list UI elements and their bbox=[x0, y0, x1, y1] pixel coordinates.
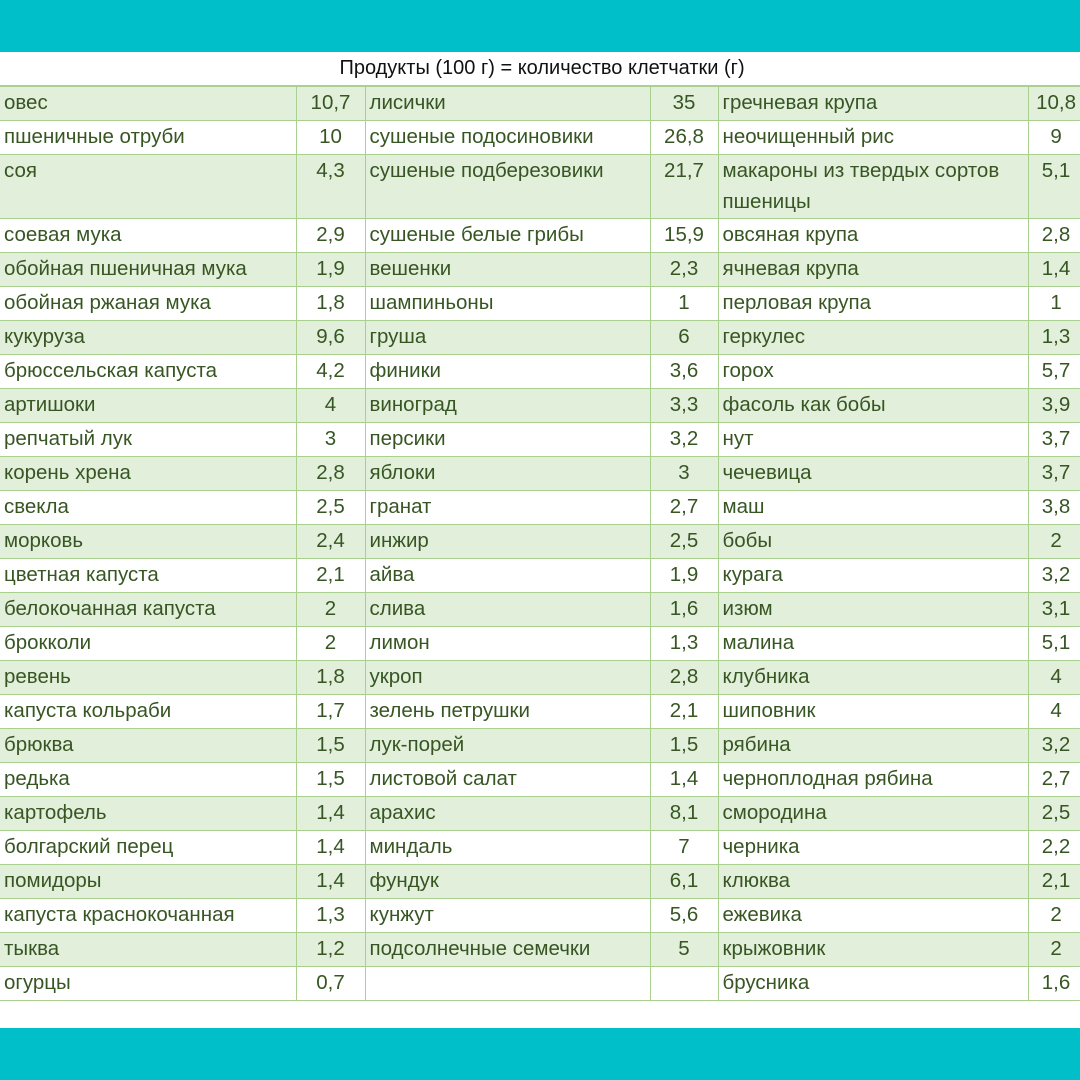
fiber-value-cell: 9 bbox=[1028, 121, 1080, 155]
table-row bbox=[0, 121, 1080, 155]
fiber-value-cell: 2,8 bbox=[1028, 219, 1080, 253]
product-name-cell: картофель bbox=[0, 797, 296, 831]
fiber-value-cell: 2,7 bbox=[1028, 763, 1080, 797]
fiber-value-cell: 1,4 bbox=[296, 831, 365, 865]
table-row bbox=[0, 423, 1080, 457]
product-name-cell: брюссельская капуста bbox=[0, 355, 296, 389]
table-row bbox=[0, 593, 1080, 627]
product-name-cell: горох bbox=[718, 355, 1028, 389]
fiber-value-cell: 3 bbox=[650, 457, 718, 491]
product-name-cell: финики bbox=[365, 355, 650, 389]
fiber-value-cell: 3,2 bbox=[650, 423, 718, 457]
product-name-cell: клюква bbox=[718, 865, 1028, 899]
fiber-value-cell: 1,7 bbox=[296, 695, 365, 729]
product-name-cell: лисички bbox=[365, 86, 650, 121]
fiber-value-cell: 1,8 bbox=[296, 287, 365, 321]
fiber-value-cell: 3,6 bbox=[650, 355, 718, 389]
table-row bbox=[0, 321, 1080, 355]
product-name-cell: макароны из твердых сортов пшеницы bbox=[718, 155, 1028, 219]
product-name-cell: перловая крупа bbox=[718, 287, 1028, 321]
fiber-value-cell: 0,7 bbox=[296, 967, 365, 1001]
fiber-value-cell: 2 bbox=[296, 627, 365, 661]
product-name-cell: репчатый лук bbox=[0, 423, 296, 457]
product-name-cell: укроп bbox=[365, 661, 650, 695]
table-row bbox=[0, 219, 1080, 253]
product-name-cell: курага bbox=[718, 559, 1028, 593]
fiber-value-cell bbox=[650, 967, 718, 1001]
fiber-table bbox=[0, 52, 1080, 1001]
product-name-cell: овсяная крупа bbox=[718, 219, 1028, 253]
product-name-cell: свекла bbox=[0, 491, 296, 525]
table-title: Продукты (100 г) = количество клетчатки (г) bbox=[0, 52, 1080, 86]
product-name-cell: вешенки bbox=[365, 253, 650, 287]
product-name-cell: листовой салат bbox=[365, 763, 650, 797]
table-row bbox=[0, 253, 1080, 287]
fiber-value-cell: 10 bbox=[296, 121, 365, 155]
product-name-cell: брокколи bbox=[0, 627, 296, 661]
product-name-cell: гранат bbox=[365, 491, 650, 525]
fiber-value-cell: 1,6 bbox=[650, 593, 718, 627]
fiber-value-cell: 5,1 bbox=[1028, 627, 1080, 661]
product-name-cell: капуста краснокочанная bbox=[0, 899, 296, 933]
table-row bbox=[0, 763, 1080, 797]
product-name-cell: груша bbox=[365, 321, 650, 355]
product-name-cell: ежевика bbox=[718, 899, 1028, 933]
product-name-cell: лимон bbox=[365, 627, 650, 661]
product-name-cell: сушеные подберезовики bbox=[365, 155, 650, 219]
product-name-cell: кунжут bbox=[365, 899, 650, 933]
product-name-cell: бобы bbox=[718, 525, 1028, 559]
fiber-value-cell: 4,2 bbox=[296, 355, 365, 389]
product-name-cell: малина bbox=[718, 627, 1028, 661]
fiber-value-cell: 4 bbox=[296, 389, 365, 423]
table-title-row bbox=[0, 52, 1080, 86]
product-name-cell: черника bbox=[718, 831, 1028, 865]
product-name-cell: фундук bbox=[365, 865, 650, 899]
product-name-cell: клубника bbox=[718, 661, 1028, 695]
fiber-value-cell: 1,3 bbox=[650, 627, 718, 661]
fiber-value-cell: 2,5 bbox=[296, 491, 365, 525]
product-name-cell: овес bbox=[0, 86, 296, 121]
fiber-value-cell: 35 bbox=[650, 86, 718, 121]
fiber-value-cell: 1,4 bbox=[296, 797, 365, 831]
fiber-value-cell: 3 bbox=[296, 423, 365, 457]
fiber-value-cell: 10,7 bbox=[296, 86, 365, 121]
product-name-cell: белокочанная капуста bbox=[0, 593, 296, 627]
product-name-cell: рябина bbox=[718, 729, 1028, 763]
product-name-cell: подсолнечные семечки bbox=[365, 933, 650, 967]
product-name-cell: обойная ржаная мука bbox=[0, 287, 296, 321]
fiber-value-cell: 3,2 bbox=[1028, 559, 1080, 593]
product-name-cell: чечевица bbox=[718, 457, 1028, 491]
product-name-cell: тыква bbox=[0, 933, 296, 967]
fiber-value-cell: 2 bbox=[1028, 525, 1080, 559]
table-row bbox=[0, 627, 1080, 661]
product-name-cell bbox=[365, 967, 650, 1001]
fiber-value-cell: 2,7 bbox=[650, 491, 718, 525]
table-row bbox=[0, 797, 1080, 831]
product-name-cell: брусника bbox=[718, 967, 1028, 1001]
product-name-cell: виноград bbox=[365, 389, 650, 423]
table-row bbox=[0, 865, 1080, 899]
fiber-value-cell: 1,8 bbox=[296, 661, 365, 695]
fiber-value-cell: 8,1 bbox=[650, 797, 718, 831]
product-name-cell: зелень петрушки bbox=[365, 695, 650, 729]
table-row bbox=[0, 155, 1080, 219]
fiber-value-cell: 21,7 bbox=[650, 155, 718, 219]
fiber-value-cell: 7 bbox=[650, 831, 718, 865]
product-name-cell: артишоки bbox=[0, 389, 296, 423]
table-row bbox=[0, 491, 1080, 525]
table-row bbox=[0, 899, 1080, 933]
fiber-value-cell: 2,1 bbox=[296, 559, 365, 593]
product-name-cell: соя bbox=[0, 155, 296, 219]
product-name-cell: кукуруза bbox=[0, 321, 296, 355]
fiber-value-cell: 2,1 bbox=[1028, 865, 1080, 899]
product-name-cell: болгарский перец bbox=[0, 831, 296, 865]
fiber-value-cell: 1 bbox=[1028, 287, 1080, 321]
table-row bbox=[0, 695, 1080, 729]
fiber-value-cell: 2,9 bbox=[296, 219, 365, 253]
table-row bbox=[0, 389, 1080, 423]
fiber-value-cell: 10,8 bbox=[1028, 86, 1080, 121]
fiber-value-cell: 6 bbox=[650, 321, 718, 355]
fiber-value-cell: 6,1 bbox=[650, 865, 718, 899]
fiber-value-cell: 3,3 bbox=[650, 389, 718, 423]
fiber-value-cell: 1,4 bbox=[296, 865, 365, 899]
product-name-cell: крыжовник bbox=[718, 933, 1028, 967]
fiber-value-cell: 5,1 bbox=[1028, 155, 1080, 219]
product-name-cell: помидоры bbox=[0, 865, 296, 899]
fiber-value-cell: 2 bbox=[1028, 899, 1080, 933]
table-row bbox=[0, 661, 1080, 695]
product-name-cell: инжир bbox=[365, 525, 650, 559]
product-name-cell: сушеные подосиновики bbox=[365, 121, 650, 155]
product-name-cell: слива bbox=[365, 593, 650, 627]
product-name-cell: черноплодная рябина bbox=[718, 763, 1028, 797]
product-name-cell: айва bbox=[365, 559, 650, 593]
fiber-value-cell: 2,2 bbox=[1028, 831, 1080, 865]
fiber-value-cell: 2,3 bbox=[650, 253, 718, 287]
product-name-cell: смородина bbox=[718, 797, 1028, 831]
fiber-value-cell: 1,4 bbox=[650, 763, 718, 797]
top-color-band bbox=[0, 0, 1080, 52]
fiber-value-cell: 2,1 bbox=[650, 695, 718, 729]
fiber-value-cell: 2,8 bbox=[296, 457, 365, 491]
product-name-cell: капуста кольраби bbox=[0, 695, 296, 729]
fiber-value-cell: 3,1 bbox=[1028, 593, 1080, 627]
product-name-cell: обойная пшеничная мука bbox=[0, 253, 296, 287]
product-name-cell: изюм bbox=[718, 593, 1028, 627]
product-name-cell: пшеничные отруби bbox=[0, 121, 296, 155]
product-name-cell: цветная капуста bbox=[0, 559, 296, 593]
fiber-value-cell: 1,3 bbox=[296, 899, 365, 933]
fiber-value-cell: 3,8 bbox=[1028, 491, 1080, 525]
table-row bbox=[0, 525, 1080, 559]
fiber-value-cell: 1,5 bbox=[650, 729, 718, 763]
table-row bbox=[0, 287, 1080, 321]
fiber-value-cell: 2,5 bbox=[650, 525, 718, 559]
table-row bbox=[0, 559, 1080, 593]
fiber-value-cell: 1,3 bbox=[1028, 321, 1080, 355]
fiber-value-cell: 3,2 bbox=[1028, 729, 1080, 763]
product-name-cell: брюква bbox=[0, 729, 296, 763]
fiber-value-cell: 1,5 bbox=[296, 729, 365, 763]
product-name-cell: ячневая крупа bbox=[718, 253, 1028, 287]
fiber-value-cell: 2 bbox=[296, 593, 365, 627]
product-name-cell: миндаль bbox=[365, 831, 650, 865]
table-row bbox=[0, 729, 1080, 763]
product-name-cell: сушеные белые грибы bbox=[365, 219, 650, 253]
product-name-cell: редька bbox=[0, 763, 296, 797]
fiber-value-cell: 3,9 bbox=[1028, 389, 1080, 423]
fiber-value-cell: 15,9 bbox=[650, 219, 718, 253]
fiber-value-cell: 1,2 bbox=[296, 933, 365, 967]
fiber-value-cell: 1,5 bbox=[296, 763, 365, 797]
fiber-value-cell: 3,7 bbox=[1028, 457, 1080, 491]
fiber-value-cell: 1,4 bbox=[1028, 253, 1080, 287]
table-row bbox=[0, 355, 1080, 389]
bottom-color-band bbox=[0, 1028, 1080, 1080]
fiber-value-cell: 26,8 bbox=[650, 121, 718, 155]
fiber-value-cell: 2,5 bbox=[1028, 797, 1080, 831]
table-row bbox=[0, 933, 1080, 967]
product-name-cell: гречневая крупа bbox=[718, 86, 1028, 121]
fiber-value-cell: 1,9 bbox=[296, 253, 365, 287]
fiber-value-cell: 2,8 bbox=[650, 661, 718, 695]
product-name-cell: яблоки bbox=[365, 457, 650, 491]
product-name-cell: маш bbox=[718, 491, 1028, 525]
table-row bbox=[0, 457, 1080, 491]
table-row bbox=[0, 831, 1080, 865]
fiber-value-cell: 5 bbox=[650, 933, 718, 967]
fiber-value-cell: 2 bbox=[1028, 933, 1080, 967]
fiber-value-cell: 4,3 bbox=[296, 155, 365, 219]
product-name-cell: персики bbox=[365, 423, 650, 457]
table-row bbox=[0, 967, 1080, 1001]
fiber-value-cell: 9,6 bbox=[296, 321, 365, 355]
fiber-value-cell: 4 bbox=[1028, 695, 1080, 729]
fiber-value-cell: 1,6 bbox=[1028, 967, 1080, 1001]
fiber-value-cell: 4 bbox=[1028, 661, 1080, 695]
fiber-value-cell: 3,7 bbox=[1028, 423, 1080, 457]
product-name-cell: нут bbox=[718, 423, 1028, 457]
product-name-cell: арахис bbox=[365, 797, 650, 831]
product-name-cell: геркулес bbox=[718, 321, 1028, 355]
product-name-cell: ревень bbox=[0, 661, 296, 695]
product-name-cell: шиповник bbox=[718, 695, 1028, 729]
product-name-cell: соевая мука bbox=[0, 219, 296, 253]
fiber-value-cell: 2,4 bbox=[296, 525, 365, 559]
product-name-cell: неочищенный рис bbox=[718, 121, 1028, 155]
table-body bbox=[0, 86, 1080, 1001]
fiber-value-cell: 5,6 bbox=[650, 899, 718, 933]
product-name-cell: фасоль как бобы bbox=[718, 389, 1028, 423]
fiber-value-cell: 5,7 bbox=[1028, 355, 1080, 389]
product-name-cell: морковь bbox=[0, 525, 296, 559]
product-name-cell: лук-порей bbox=[365, 729, 650, 763]
fiber-value-cell: 1,9 bbox=[650, 559, 718, 593]
product-name-cell: шампиньоны bbox=[365, 287, 650, 321]
product-name-cell: огурцы bbox=[0, 967, 296, 1001]
product-name-cell: корень хрена bbox=[0, 457, 296, 491]
fiber-table-sheet bbox=[0, 52, 1080, 1028]
table-row bbox=[0, 86, 1080, 121]
fiber-value-cell: 1 bbox=[650, 287, 718, 321]
